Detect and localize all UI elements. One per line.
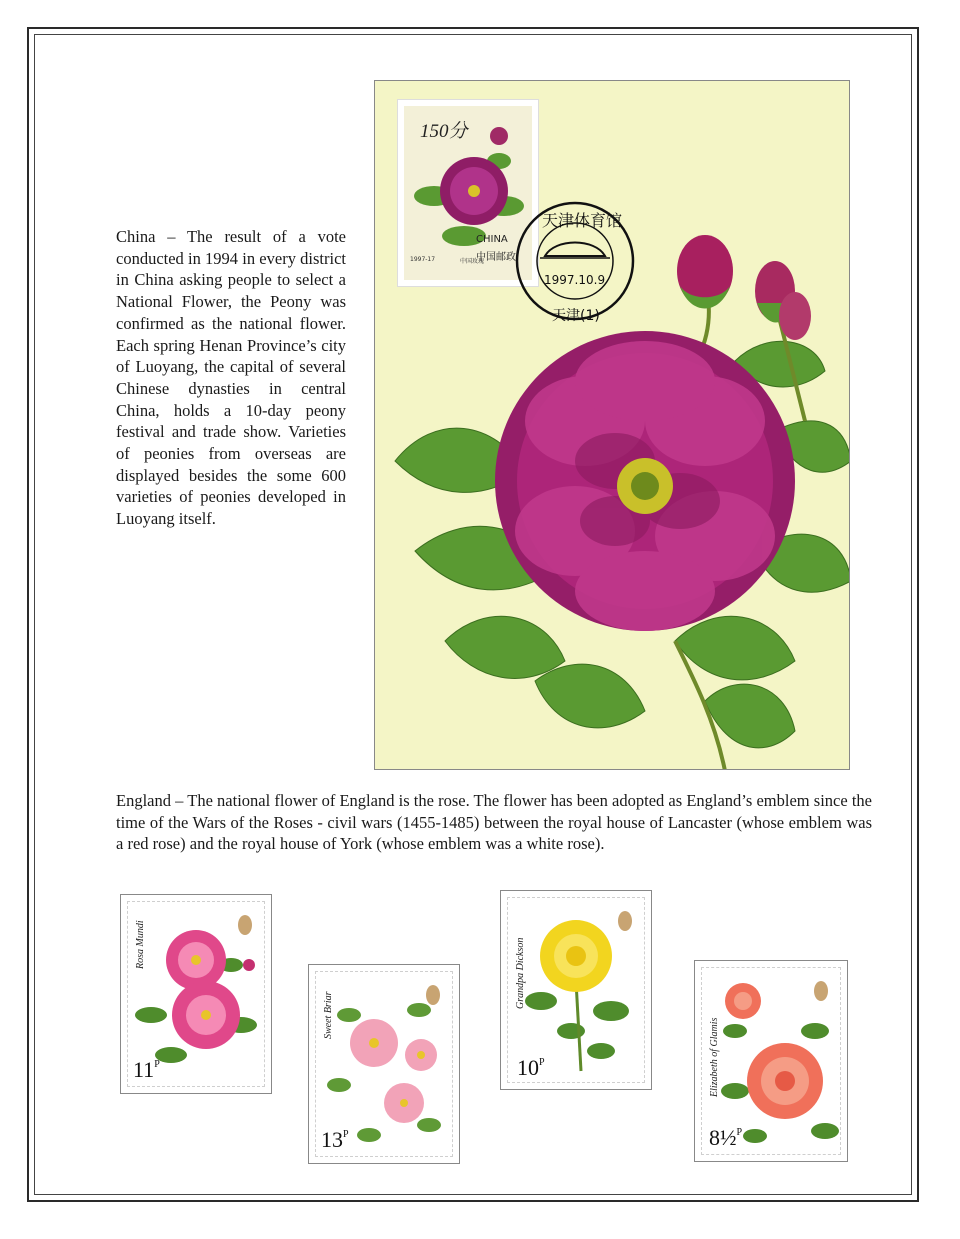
postmark: [500, 186, 650, 336]
gb-stamp-grandpa-dickson: [500, 890, 652, 1090]
stamp-name: Rosa Mundi: [135, 920, 146, 969]
stamp-value: 8½$^P$: [709, 1125, 743, 1150]
stamp-caption: 中国玫瑰: [460, 258, 485, 265]
postmark-top-text: 天津体育馆: [542, 211, 623, 230]
postmark-bottom-text: 天津(1): [552, 308, 600, 324]
stamp-name: Sweet Briar: [323, 991, 334, 1039]
china-description: China – The result of a vote conducted in 1994 in every district in China asking people to select a National Flower, the Peony was confirmed as the national flower. Each spring Henan Province’s city of Luoyang, the capital of several Chinese dynasties in central China, holds a 10-day peony festival and trade show. Varieties of peonies from overseas are displayed besides the some 600 varieties of peonies developed in Luoyang itself.: [116, 227, 346, 529]
stamp-denomination: 150分: [420, 121, 468, 142]
stamp-code: 1997-17: [410, 256, 436, 263]
queen-head-icon: [814, 981, 828, 1001]
stamp-value: $11^P$: [133, 1057, 160, 1082]
gb-stamp-rosa-mundi: [120, 894, 272, 1094]
england-description: England – The national flower of England is the rose. The flower has been adopted as England’s emblem since the time of the Wars of the Roses - civil wars (1455-1485) between the royal house of Lancaster (whose emblem was a red rose) and the royal house of York (whose emblem was a white rose).: [116, 791, 872, 854]
queen-head-icon: [426, 985, 440, 1005]
stamp-value: $10^P$: [517, 1055, 545, 1080]
gb-stamp-sweet-briar: [308, 964, 460, 1164]
postmark-date: 1997.10.9: [544, 273, 606, 287]
gb-stamp-elizabeth-of-glamis: [694, 960, 848, 1162]
stamp-value: $13^P$: [321, 1127, 349, 1152]
queen-head-icon: [238, 915, 252, 935]
stamp-country-label: CHINA: [476, 234, 508, 245]
stamp-name: Grandpa Dickson: [515, 937, 526, 1009]
stamp-name: Elizabeth of Glamis: [709, 1017, 720, 1097]
stamp-country-cn: 中国邮政: [476, 252, 516, 263]
queen-head-icon: [618, 911, 632, 931]
